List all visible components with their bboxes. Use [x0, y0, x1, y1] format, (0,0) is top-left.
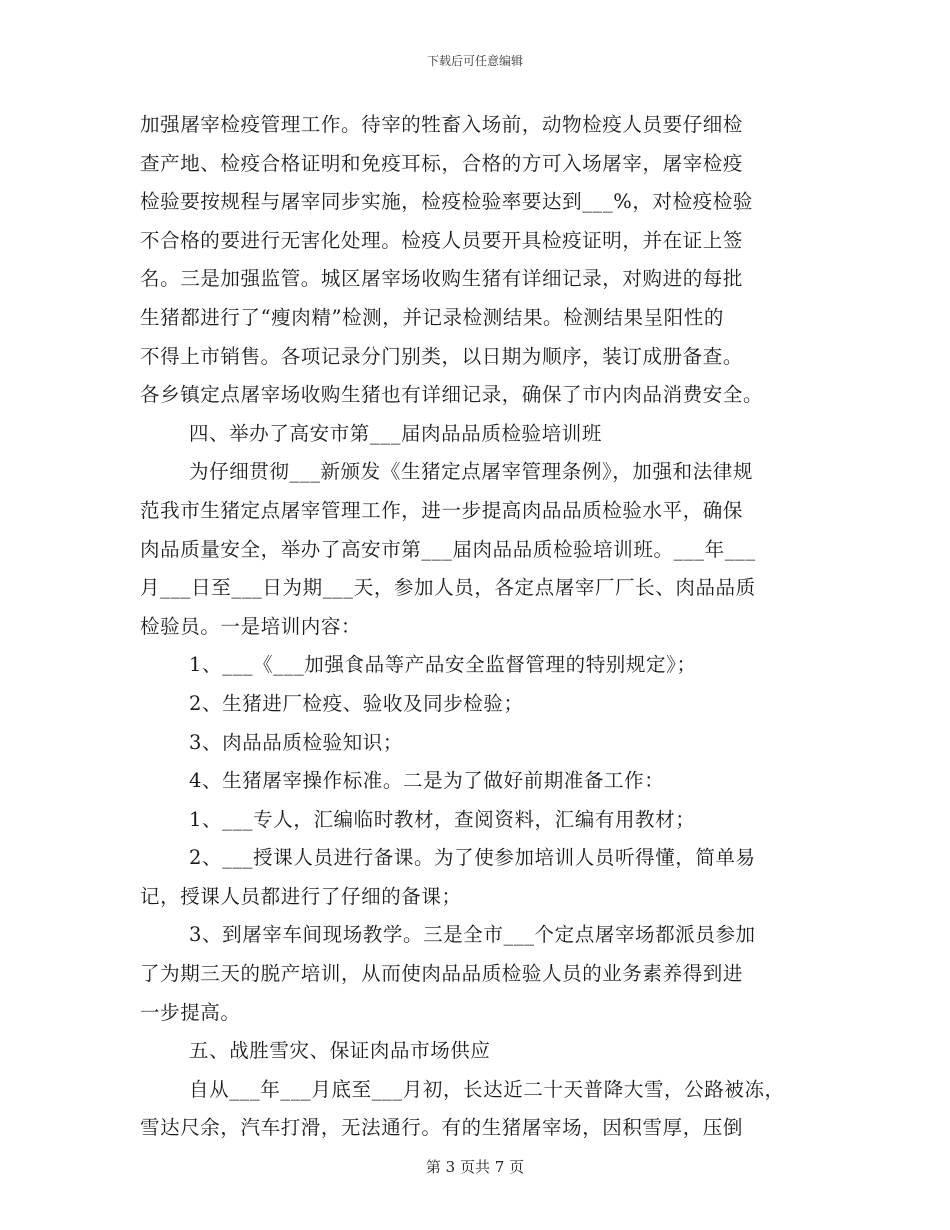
text-line: 一步提高。 [140, 1000, 241, 1024]
list-item: 3、到屠宰车间现场教学。三是全市___个定点屠宰场都派员参加 [189, 923, 756, 947]
text-line: 加强屠宰检疫管理工作。待宰的牲畜入场前，动物检疫人员要仔细检 [140, 113, 744, 136]
section-heading: 四、举办了高安市第___届肉品品质检验培训班 [189, 421, 602, 445]
page-header: 下载后可任意编辑 [426, 54, 523, 68]
text-line: 记，授课人员都进行了仔细的备课； [140, 884, 462, 908]
text-line: 不合格的要进行无害化处理。检疫人员要开具检疫证明，并在证上签 [140, 228, 744, 252]
text-line: 检验员。一是培训内容： [140, 614, 362, 638]
list-item: 3、肉品品质检验知识； [189, 730, 404, 754]
text-line: 雪达尺余，汽车打滑，无法通行。有的生猪屠宰场，因积雪厚，压倒 [140, 1116, 744, 1140]
document-body [140, 106, 840, 1148]
text-line: 不得上市销售。各项记录分门别类，以日期为顺序，装订成册备查。 [140, 344, 744, 368]
list-item: 1、___专人，汇编临时教材，查阅资料，汇编有用教材； [189, 807, 696, 831]
text-line: 查产地、检疫合格证明和免疫耳标，合格的方可入场屠宰，屠宰检疫 [140, 151, 744, 175]
text-line: 月___日至___日为期___天，参加人员，各定点屠宰厂厂长、肉品品质 [140, 576, 756, 600]
section-heading: 五、战胜雪灾、保证肉品市场供应 [189, 1039, 491, 1063]
text-line: 肉品质量安全，举办了高安市第___届肉品品质检验培训班。___年___ [140, 537, 756, 561]
text-line: 了为期三天的脱产培训，从而使肉品品质检验人员的业务素养得到进 [140, 962, 744, 986]
text-line: 检验要按规程与屠宰同步实施，检疫检验率要达到___%，对检疫检验 [140, 190, 753, 214]
text-line: 各乡镇定点屠宰场收购生猪也有详细记录，确保了市内肉品消费安全。 [140, 383, 764, 407]
text-line: 为仔细贯彻___新颁发《生猪定点屠宰管理条例》，加强和法律规 [189, 460, 754, 484]
list-item: 4、生猪屠宰操作标准。二是为了做好前期准备工作： [189, 769, 665, 793]
text-line: 范我市生猪定点屠宰管理工作，进一步提高肉品品质检验水平，确保 [140, 498, 744, 522]
text-line: 名。三是加强监管。城区屠宰场收购生猪有详细记录，对购进的每批 [140, 267, 744, 291]
list-item: 2、___授课人员进行备课。为了使参加培训人员听得懂，简单易 [189, 846, 756, 870]
page-footer: 第 3 页共 7 页 [425, 1158, 525, 1176]
list-item: 2、生猪进厂检疫、验收及同步检验； [189, 691, 524, 715]
text-line: 生猪都进行了“瘦肉精”检测，并记录检测结果。检测结果呈阳性的 [140, 305, 724, 329]
text-line: 自从___年___月底至___月初，长达近二十天普降大雪，公路被冻， [189, 1077, 785, 1101]
list-item: 1、___《___加强食品等产品安全监督管理的特别规定》； [189, 653, 697, 677]
